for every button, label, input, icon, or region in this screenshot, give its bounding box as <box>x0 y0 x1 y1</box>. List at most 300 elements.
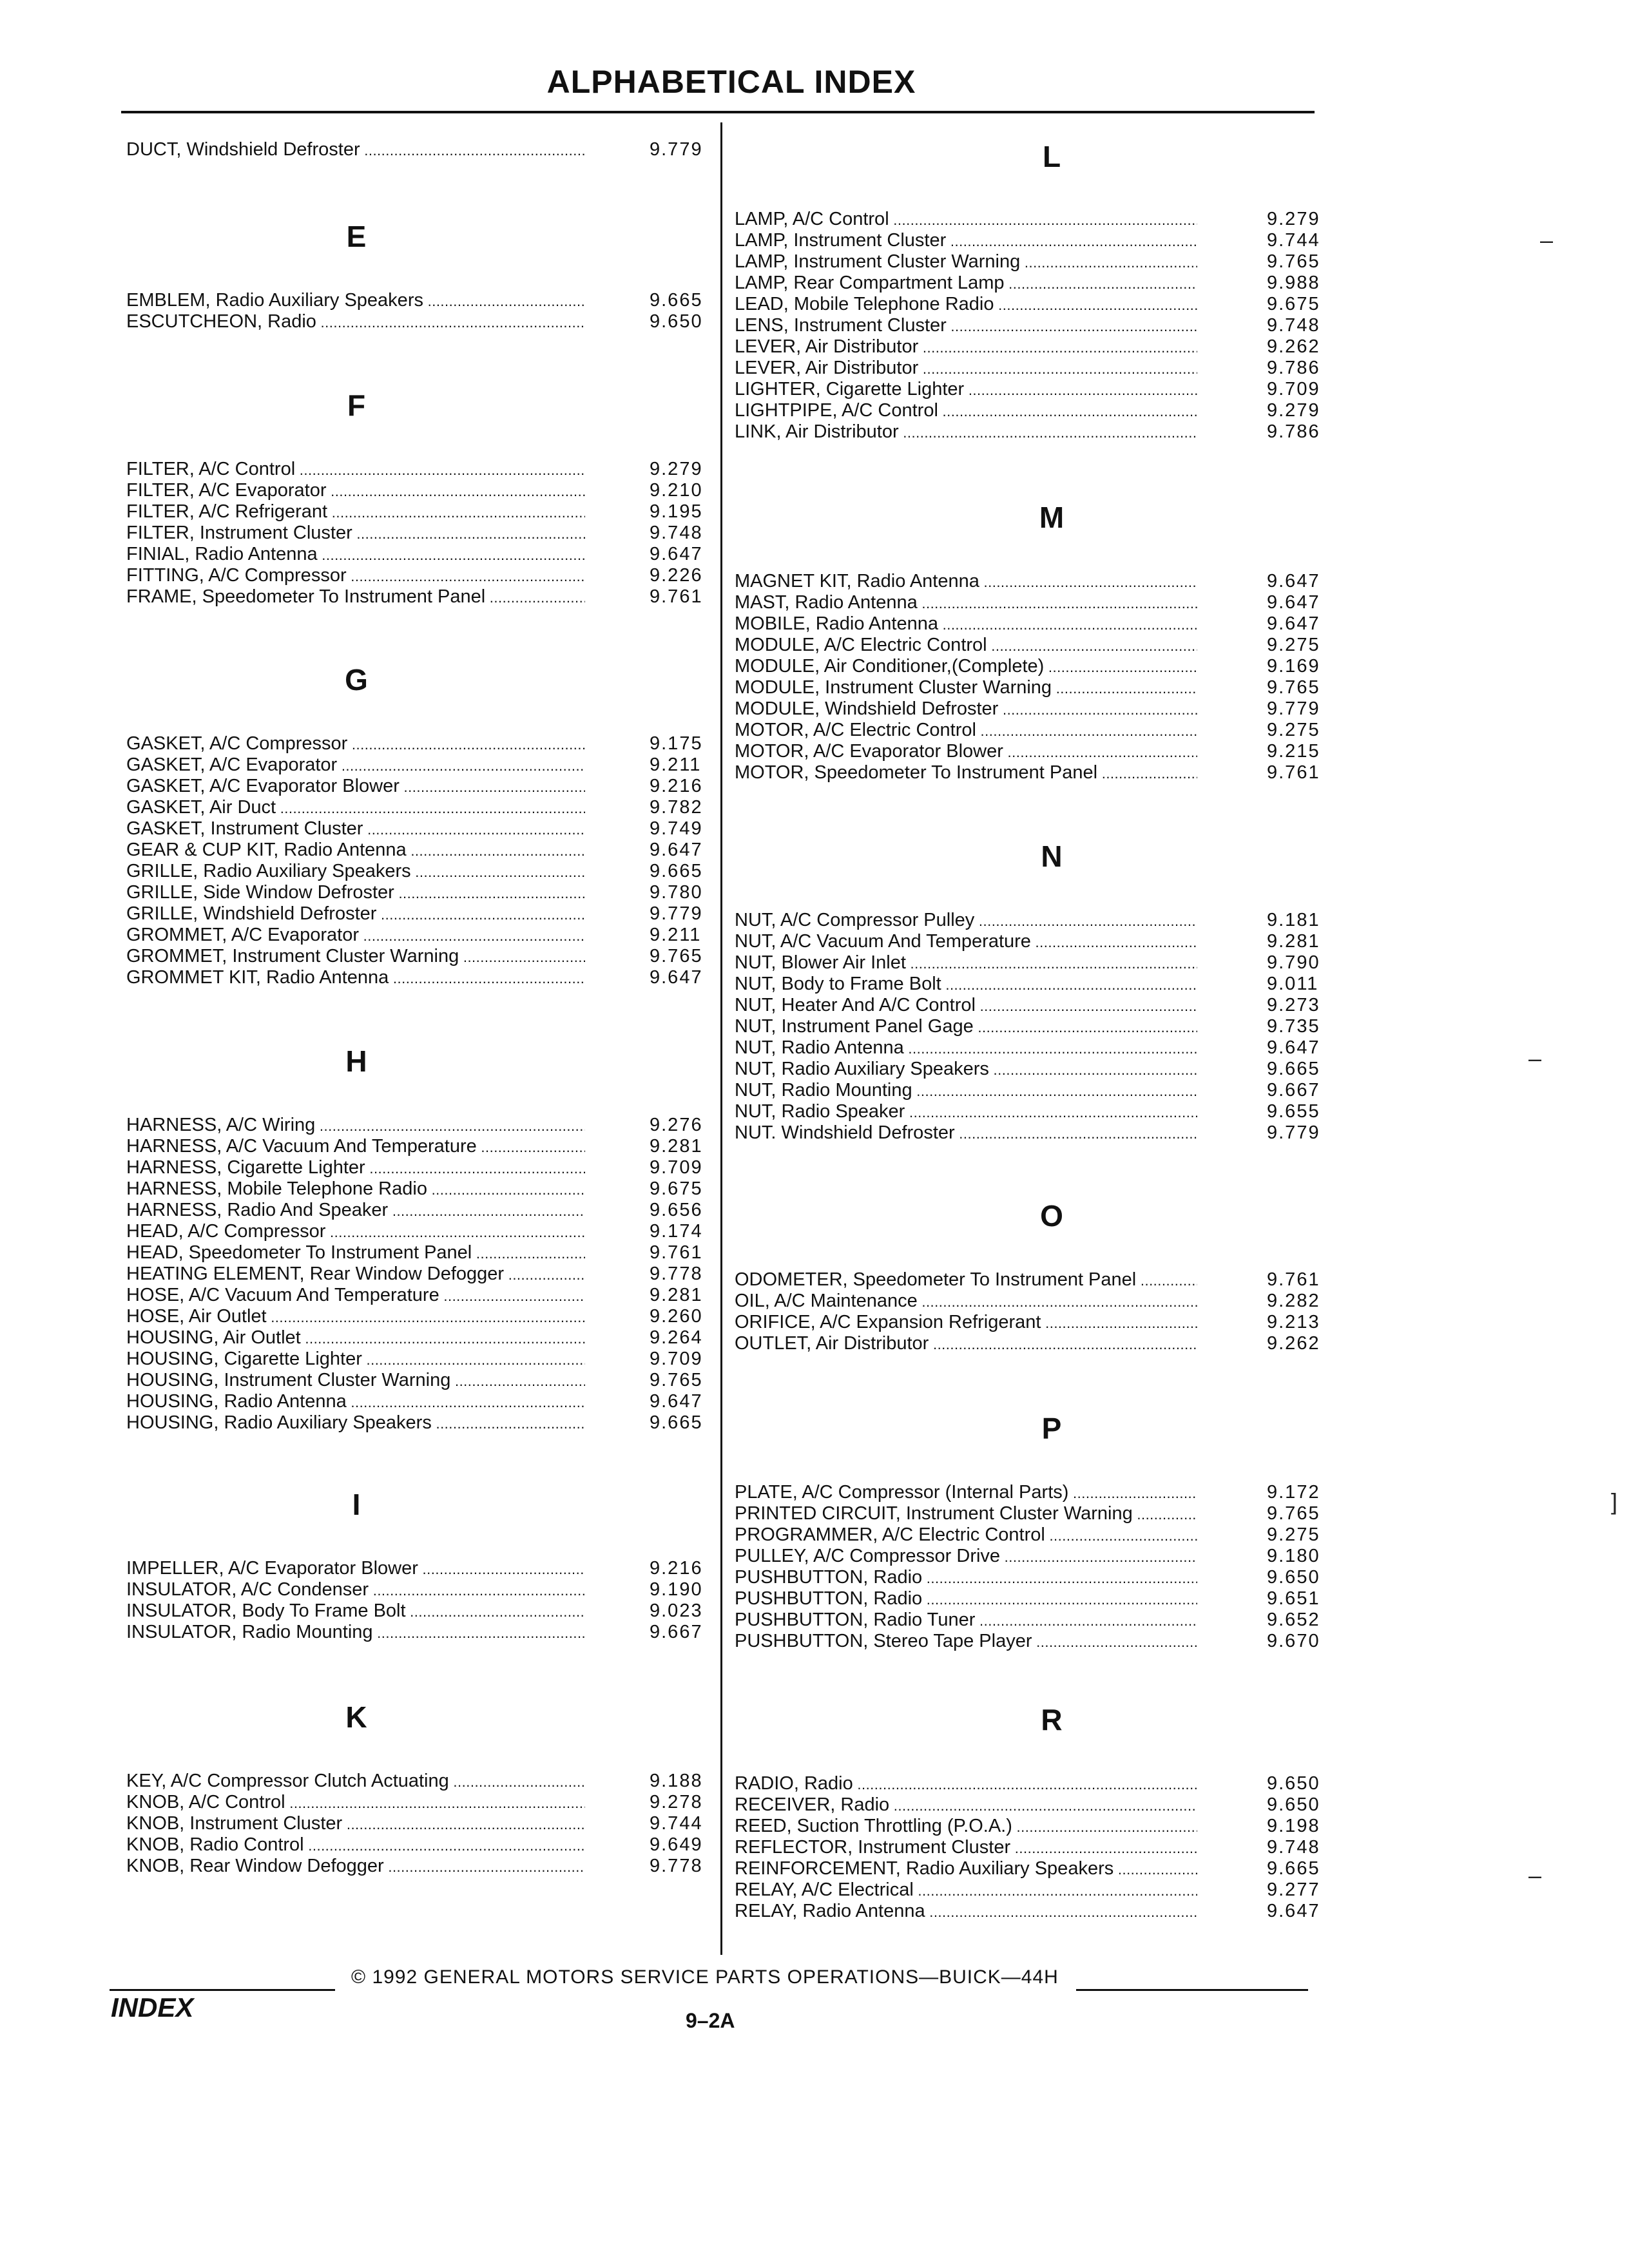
entry-page: 9.262 <box>1267 1333 1320 1354</box>
entry-list <box>735 1773 1327 1922</box>
entry-page: 9.188 <box>650 1771 703 1791</box>
entry-page: 9.278 <box>650 1792 703 1812</box>
entry-page: 9.190 <box>650 1579 703 1600</box>
entry-name: NUT, Instrument Panel Gage ..... <box>735 1016 1197 1038</box>
index-entry <box>126 1813 710 1834</box>
entry-name: LEAD, Mobile Telephone Radio ..... <box>735 294 1197 316</box>
index-entry <box>126 1178 710 1200</box>
index-entry <box>735 1837 1327 1858</box>
entry-page: 9.709 <box>650 1157 703 1178</box>
entry-page: 9.656 <box>650 1200 703 1220</box>
entry-page: 9.709 <box>650 1349 703 1369</box>
entry-name: MOBILE, Radio Antenna ..... <box>735 613 1197 635</box>
entry-page: 9.647 <box>1267 592 1320 613</box>
index-entry <box>735 1482 1327 1503</box>
entry-name: LINK, Air Distributor ..... <box>735 421 1197 443</box>
section-letter: O <box>1040 1199 1063 1233</box>
entry-name: HEAD, A/C Compressor ..... <box>126 1221 585 1243</box>
entry-name: PUSHBUTTON, Radio Tuner ..... <box>735 1610 1197 1631</box>
index-entry <box>735 762 1327 783</box>
entry-page: 9.709 <box>1267 379 1320 399</box>
entry-page: 9.761 <box>1267 1269 1320 1290</box>
section-letter: K <box>345 1700 367 1734</box>
index-entry <box>735 336 1327 358</box>
column-divider <box>720 122 722 1955</box>
entry-name: GROMMET KIT, Radio Antenna ..... <box>126 967 585 989</box>
entry-list <box>126 139 710 160</box>
entry-name: LAMP, A/C Control ..... <box>735 209 1197 231</box>
footer-section-label: INDEX <box>111 1992 194 2023</box>
entry-page: 9.670 <box>1267 1631 1320 1651</box>
index-entry <box>126 1412 710 1434</box>
entry-page: 9.195 <box>650 501 703 522</box>
index-entry <box>735 421 1327 443</box>
entry-name: HEAD, Speedometer To Instrument Panel ..... <box>126 1242 585 1264</box>
entry-page: 9.761 <box>1267 762 1320 783</box>
entry-name: ODOMETER, Speedometer To Instrument Panel ..... <box>735 1269 1197 1291</box>
entry-page: 9.779 <box>1267 1122 1320 1143</box>
margin-bracket: ] <box>1611 1488 1618 1515</box>
entry-name: KNOB, Radio Control ..... <box>126 1834 585 1856</box>
entry-name: GASKET, A/C Compressor ..... <box>126 733 585 755</box>
entry-page: 9.780 <box>650 882 703 903</box>
entry-name: NUT, Radio Mounting ..... <box>735 1080 1197 1102</box>
section-letter: G <box>345 663 368 697</box>
entry-name: KEY, A/C Compressor Clutch Actuating ..... <box>126 1771 585 1792</box>
entry-page: 9.279 <box>1267 400 1320 421</box>
entry-name: LEVER, Air Distributor ..... <box>735 336 1197 358</box>
entry-name: OUTLET, Air Distributor ..... <box>735 1333 1197 1355</box>
entry-name: LENS, Instrument Cluster ..... <box>735 315 1197 337</box>
section-letter: N <box>1041 840 1063 873</box>
index-entry <box>735 1291 1327 1312</box>
entry-page: 9.779 <box>650 903 703 924</box>
index-entry <box>126 1200 710 1221</box>
entry-page: 9.216 <box>650 776 703 796</box>
index-entry <box>735 1610 1327 1631</box>
entry-name: HOUSING, Air Outlet ..... <box>126 1327 585 1349</box>
entry-name: HARNESS, A/C Wiring ..... <box>126 1115 585 1137</box>
entry-name: NUT, Heater And A/C Control ..... <box>735 995 1197 1017</box>
entry-name: NUT, Radio Auxiliary Speakers ..... <box>735 1059 1197 1081</box>
entry-page: 9.276 <box>650 1115 703 1135</box>
margin-dash: – <box>1528 1862 1542 1888</box>
entry-page: 9.650 <box>1267 1773 1320 1794</box>
entry-name: GRILLE, Windshield Defroster ..... <box>126 903 585 925</box>
index-entry <box>126 1600 710 1622</box>
index-entry <box>126 290 710 311</box>
index-entry <box>126 797 710 818</box>
entry-name: KNOB, Rear Window Defogger ..... <box>126 1856 585 1878</box>
entry-page: 9.647 <box>650 544 703 564</box>
index-entry <box>126 1856 710 1877</box>
entry-page: 9.748 <box>650 523 703 543</box>
entry-name: FILTER, A/C Refrigerant ..... <box>126 501 585 523</box>
index-entry <box>126 1771 710 1792</box>
entry-page: 9.765 <box>1267 251 1320 272</box>
entry-list <box>735 571 1327 783</box>
index-entry <box>126 1558 710 1579</box>
entry-page: 9.988 <box>1267 273 1320 293</box>
entry-page: 9.264 <box>650 1327 703 1348</box>
index-entry <box>735 379 1327 400</box>
index-entry <box>126 733 710 754</box>
entry-page: 9.216 <box>650 1558 703 1579</box>
index-entry <box>126 1327 710 1349</box>
entry-page: 9.647 <box>1267 1901 1320 1921</box>
entry-name: KNOB, A/C Control ..... <box>126 1792 585 1814</box>
entry-page: 9.211 <box>650 754 702 775</box>
entry-name: GROMMET, A/C Evaporator ..... <box>126 925 585 947</box>
entry-page: 9.260 <box>650 1306 703 1327</box>
entry-name: HOSE, A/C Vacuum And Temperature ..... <box>126 1285 585 1307</box>
entry-name: PRINTED CIRCUIT, Instrument Cluster Warning ..... <box>735 1503 1197 1525</box>
entry-name: INSULATOR, Radio Mounting ..... <box>126 1622 585 1644</box>
entry-page: 9.761 <box>650 1242 703 1263</box>
entry-name: PULLEY, A/C Compressor Drive ..... <box>735 1546 1197 1568</box>
entry-page: 9.765 <box>1267 1503 1320 1524</box>
index-entry <box>735 1080 1327 1101</box>
entry-name: REED, Suction Throttling (P.O.A.) ..... <box>735 1816 1197 1838</box>
entry-name: LAMP, Rear Compartment Lamp ..... <box>735 273 1197 294</box>
entry-name: REINFORCEMENT, Radio Auxiliary Speakers ..... <box>735 1858 1197 1880</box>
entry-page: 9.665 <box>650 861 703 881</box>
index-entry <box>735 273 1327 294</box>
entry-name: RELAY, Radio Antenna ..... <box>735 1901 1197 1923</box>
index-entry <box>735 294 1327 315</box>
index-entry <box>735 720 1327 741</box>
index-entry <box>735 1858 1327 1879</box>
index-entry <box>126 501 710 523</box>
entry-list <box>735 209 1327 443</box>
index-entry <box>735 698 1327 720</box>
entry-name: GROMMET, Instrument Cluster Warning ..... <box>126 946 585 968</box>
entry-name: MODULE, A/C Electric Control ..... <box>735 635 1197 657</box>
entry-page: 9.779 <box>1267 698 1320 719</box>
entry-page: 9.647 <box>1267 571 1320 591</box>
index-entry <box>126 967 710 988</box>
index-entry <box>735 1588 1327 1610</box>
entry-name: HOUSING, Cigarette Lighter ..... <box>126 1349 585 1370</box>
entry-name: NUT. Windshield Defroster ..... <box>735 1122 1197 1144</box>
entry-name: NUT, A/C Compressor Pulley ..... <box>735 910 1197 932</box>
index-entry <box>735 1059 1327 1080</box>
entry-list <box>735 910 1327 1144</box>
entry-page: 9.744 <box>650 1813 703 1834</box>
index-entry <box>735 995 1327 1016</box>
entry-name: FILTER, Instrument Cluster ..... <box>126 523 585 544</box>
entry-list <box>735 1269 1327 1354</box>
entry-name: PLATE, A/C Compressor (Internal Parts) ..... <box>735 1482 1197 1504</box>
section-letter: P <box>1041 1412 1062 1445</box>
index-entry <box>735 251 1327 273</box>
index-entry <box>735 358 1327 379</box>
index-entry <box>735 571 1327 592</box>
index-entry <box>735 315 1327 336</box>
entry-list <box>735 1482 1327 1652</box>
entry-name: HOUSING, Radio Antenna ..... <box>126 1391 585 1413</box>
entry-page: 9.174 <box>650 1221 703 1242</box>
entry-name: FINIAL, Radio Antenna ..... <box>126 544 585 566</box>
index-entry <box>735 910 1327 931</box>
entry-page: 9.647 <box>1267 1037 1320 1058</box>
entry-name: MODULE, Air Conditioner,(Complete) ..... <box>735 656 1197 678</box>
index-entry <box>735 1122 1327 1144</box>
entry-page: 9.778 <box>650 1264 703 1284</box>
entry-page: 9.649 <box>650 1834 703 1855</box>
entry-name: LIGHTPIPE, A/C Control ..... <box>735 400 1197 422</box>
entry-page: 9.211 <box>650 925 702 945</box>
entry-list <box>126 290 710 332</box>
entry-page: 9.273 <box>1267 995 1320 1015</box>
index-entry <box>126 1136 710 1157</box>
entry-name: FILTER, A/C Control ..... <box>126 459 585 481</box>
entry-name: NUT, Radio Antenna ..... <box>735 1037 1197 1059</box>
entry-page: 9.778 <box>650 1856 703 1876</box>
entry-page: 9.277 <box>1267 1879 1320 1900</box>
entry-name: FILTER, A/C Evaporator ..... <box>126 480 585 502</box>
entry-page: 9.652 <box>1267 1610 1320 1630</box>
entry-name: HOSE, Air Outlet ..... <box>126 1306 585 1328</box>
index-entry <box>126 861 710 882</box>
entry-page: 9.786 <box>1267 421 1320 442</box>
index-entry <box>126 818 710 840</box>
entry-name: MOTOR, A/C Electric Control ..... <box>735 720 1197 742</box>
entry-page: 9.647 <box>650 840 703 860</box>
entry-list <box>126 1115 710 1434</box>
entry-name: GEAR & CUP KIT, Radio Antenna ..... <box>126 840 585 861</box>
index-entry <box>126 776 710 797</box>
entry-page: 9.667 <box>1267 1080 1320 1100</box>
entry-name: INSULATOR, A/C Condenser ..... <box>126 1579 585 1601</box>
entry-name: PROGRAMMER, A/C Electric Control ..... <box>735 1524 1197 1546</box>
entry-name: MODULE, Windshield Defroster ..... <box>735 698 1197 720</box>
entry-page: 9.262 <box>1267 336 1320 357</box>
entry-page: 9.675 <box>650 1178 703 1199</box>
index-entry <box>735 931 1327 952</box>
entry-page: 9.023 <box>650 1600 703 1621</box>
entry-name: LAMP, Instrument Cluster Warning ..... <box>735 251 1197 273</box>
entry-list <box>126 1771 710 1877</box>
footer-rule-left <box>110 1989 335 1991</box>
entry-name: HARNESS, Radio And Speaker ..... <box>126 1200 585 1222</box>
entry-page: 9.665 <box>1267 1858 1320 1879</box>
entry-name: HOUSING, Radio Auxiliary Speakers ..... <box>126 1412 585 1434</box>
entry-name: HEATING ELEMENT, Rear Window Defogger ..... <box>126 1264 585 1285</box>
entry-name: GRILLE, Radio Auxiliary Speakers ..... <box>126 861 585 883</box>
index-entry <box>126 925 710 946</box>
entry-name: LAMP, Instrument Cluster ..... <box>735 230 1197 252</box>
index-entry <box>126 1115 710 1136</box>
entry-name: LIGHTER, Cigarette Lighter ..... <box>735 379 1197 401</box>
entry-page: 9.667 <box>650 1622 703 1642</box>
entry-name: NUT, Radio Speaker ..... <box>735 1101 1197 1123</box>
entry-page: 9.749 <box>650 818 703 839</box>
entry-name: OIL, A/C Maintenance ..... <box>735 1291 1197 1312</box>
entry-name: GASKET, A/C Evaporator Blower ..... <box>126 776 585 798</box>
entry-page: 9.655 <box>1267 1101 1320 1122</box>
section-letter: R <box>1041 1703 1063 1736</box>
index-entry <box>126 1306 710 1327</box>
index-entry <box>735 209 1327 230</box>
entry-page: 9.650 <box>1267 1567 1320 1588</box>
entry-page: 9.275 <box>1267 635 1320 655</box>
index-entry <box>735 974 1327 995</box>
index-entry <box>735 1773 1327 1794</box>
index-entry <box>126 1792 710 1813</box>
index-entry <box>735 400 1327 421</box>
entry-page: 9.180 <box>1267 1546 1320 1566</box>
index-entry <box>735 677 1327 698</box>
entry-page: 9.765 <box>650 1370 703 1390</box>
index-entry <box>126 1242 710 1264</box>
entry-name: GASKET, A/C Evaporator ..... <box>126 754 585 776</box>
section-letter: I <box>352 1488 361 1521</box>
index-entry <box>735 1016 1327 1037</box>
entry-page: 9.786 <box>1267 358 1320 378</box>
index-entry <box>126 1221 710 1242</box>
entry-name: NUT, Body to Frame Bolt ..... <box>735 974 1197 995</box>
margin-dash: – <box>1528 1045 1542 1072</box>
index-entry <box>126 1349 710 1370</box>
entry-page: 9.281 <box>1267 931 1320 952</box>
entry-page: 9.226 <box>650 565 703 586</box>
entry-name: FRAME, Speedometer To Instrument Panel ..... <box>126 586 585 608</box>
index-entry <box>735 1101 1327 1122</box>
index-entry <box>126 523 710 544</box>
index-entry <box>735 1524 1327 1546</box>
entry-page: 9.181 <box>1267 910 1320 930</box>
entry-page: 9.665 <box>650 290 703 311</box>
index-entry <box>735 1333 1327 1354</box>
entry-name: HOUSING, Instrument Cluster Warning ..... <box>126 1370 585 1392</box>
entry-page: 9.198 <box>1267 1816 1320 1836</box>
entry-name: IMPELLER, A/C Evaporator Blower ..... <box>126 1558 585 1580</box>
entry-page: 9.281 <box>650 1285 703 1305</box>
index-entry <box>126 586 710 608</box>
index-entry <box>126 459 710 480</box>
index-entry <box>735 635 1327 656</box>
index-entry <box>126 544 710 565</box>
index-entry <box>126 565 710 586</box>
footer-page-number: 9–2A <box>686 2009 735 2032</box>
entry-name: RADIO, Radio ..... <box>735 1773 1197 1795</box>
index-entry <box>735 1879 1327 1901</box>
entry-name: RECEIVER, Radio ..... <box>735 1794 1197 1816</box>
entry-name: RELAY, A/C Electrical ..... <box>735 1879 1197 1901</box>
entry-name: GASKET, Air Duct ..... <box>126 797 585 819</box>
entry-name: HARNESS, Cigarette Lighter ..... <box>126 1157 585 1179</box>
entry-name: KNOB, Instrument Cluster ..... <box>126 1813 585 1835</box>
entry-page: 9.210 <box>650 480 703 501</box>
entry-page: 9.275 <box>1267 1524 1320 1545</box>
index-entry <box>735 230 1327 251</box>
entry-name: PUSHBUTTON, Stereo Tape Player ..... <box>735 1631 1197 1653</box>
index-entry <box>126 139 710 160</box>
title-rule <box>121 111 1315 113</box>
index-entry <box>735 952 1327 974</box>
entry-name: GRILLE, Side Window Defroster ..... <box>126 882 585 904</box>
entry-page: 9.790 <box>1267 952 1320 973</box>
index-entry <box>735 1037 1327 1059</box>
index-entry <box>735 1901 1327 1922</box>
entry-page: 9.651 <box>1267 1588 1320 1609</box>
index-entry <box>126 1264 710 1285</box>
entry-page: 9.647 <box>650 1391 703 1412</box>
index-entry <box>126 1579 710 1600</box>
entry-page: 9.213 <box>1267 1312 1320 1332</box>
index-entry <box>735 1269 1327 1291</box>
index-entry <box>126 946 710 967</box>
section-letter: H <box>345 1044 367 1078</box>
entry-name: LEVER, Air Distributor ..... <box>735 358 1197 380</box>
entry-page: 9.282 <box>1267 1291 1320 1311</box>
entry-name: HARNESS, Mobile Telephone Radio ..... <box>126 1178 585 1200</box>
index-entry <box>735 1794 1327 1816</box>
index-entry <box>126 1622 710 1643</box>
entry-name: PUSHBUTTON, Radio ..... <box>735 1567 1197 1589</box>
entry-name: PUSHBUTTON, Radio ..... <box>735 1588 1197 1610</box>
index-entry <box>126 840 710 861</box>
index-entry <box>735 1567 1327 1588</box>
entry-page: 9.650 <box>1267 1794 1320 1815</box>
entry-page: 9.665 <box>1267 1059 1320 1079</box>
entry-page: 9.279 <box>1267 209 1320 229</box>
section-letter: M <box>1039 501 1065 534</box>
entry-page: 9.744 <box>1267 230 1320 251</box>
entry-page: 9.172 <box>1267 1482 1320 1503</box>
entry-name: NUT, Blower Air Inlet ..... <box>735 952 1197 974</box>
entry-page: 9.748 <box>1267 1837 1320 1858</box>
entry-page: 9.275 <box>1267 720 1320 740</box>
entry-name: EMBLEM, Radio Auxiliary Speakers ..... <box>126 290 585 312</box>
entry-name: MAST, Radio Antenna ..... <box>735 592 1197 614</box>
index-entry <box>735 656 1327 677</box>
entry-page: 9.761 <box>650 586 703 607</box>
entry-page: 9.779 <box>650 139 703 160</box>
entry-page: 9.675 <box>1267 294 1320 314</box>
entry-name: GASKET, Instrument Cluster ..... <box>126 818 585 840</box>
entry-page: 9.665 <box>650 1412 703 1433</box>
entry-name: ORIFICE, A/C Expansion Refrigerant ..... <box>735 1312 1197 1334</box>
index-entry <box>126 882 710 903</box>
entry-name: NUT, A/C Vacuum And Temperature ..... <box>735 931 1197 953</box>
footer-copyright: © 1992 GENERAL MOTORS SERVICE PARTS OPERATIONS—BUICK—44H <box>351 1966 1059 1988</box>
entry-page: 9.011 <box>1267 974 1319 994</box>
entry-page: 9.281 <box>650 1136 703 1157</box>
entry-page: 9.782 <box>650 797 703 818</box>
entry-list <box>126 733 710 988</box>
page-title: ALPHABETICAL INDEX <box>546 64 916 100</box>
entry-page: 9.765 <box>1267 677 1320 698</box>
entry-page: 9.765 <box>650 946 703 966</box>
entry-name: MOTOR, Speedometer To Instrument Panel ..... <box>735 762 1197 784</box>
entry-page: 9.748 <box>1267 315 1320 336</box>
entry-name: FITTING, A/C Compressor ..... <box>126 565 585 587</box>
index-entry <box>735 592 1327 613</box>
entry-name: HARNESS, A/C Vacuum And Temperature ..... <box>126 1136 585 1158</box>
entry-page: 9.175 <box>650 733 703 754</box>
index-entry <box>735 1816 1327 1837</box>
index-entry <box>126 754 710 776</box>
footer-rule-right <box>1076 1989 1308 1991</box>
index-entry <box>126 1834 710 1856</box>
index-entry <box>126 311 710 332</box>
index-entry <box>126 480 710 501</box>
entry-page: 9.647 <box>650 967 703 988</box>
entry-name: ESCUTCHEON, Radio ..... <box>126 311 585 333</box>
index-entry <box>735 1631 1327 1652</box>
